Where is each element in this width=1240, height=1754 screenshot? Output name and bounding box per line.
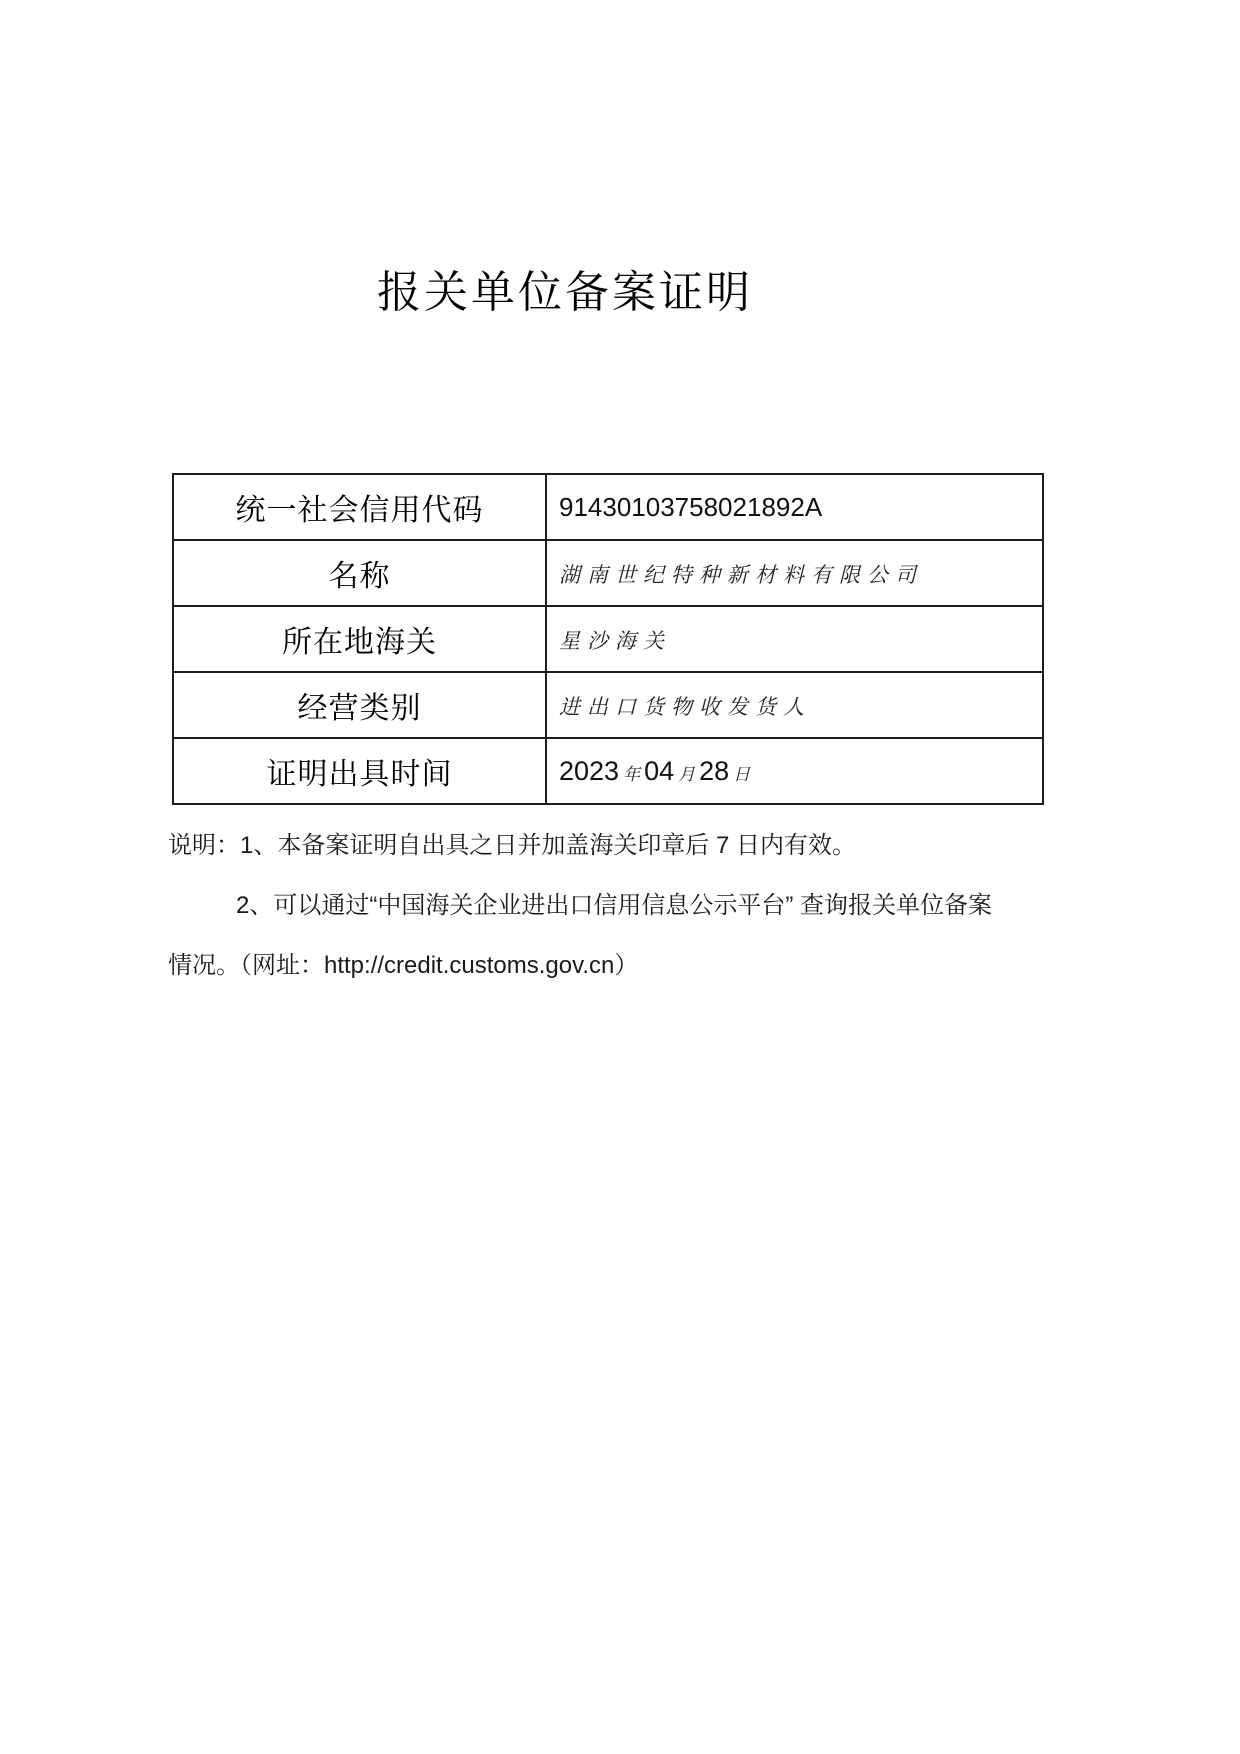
table-row-customs-location: [173, 606, 1043, 672]
issue-date-year: 2023: [559, 755, 620, 786]
note-line-1: 说明：1、本备案证明自出具之日并加盖海关印章后 7 日内有效。: [168, 832, 857, 859]
company-name-handwritten-text: 湖南世纪特种新材料有限公司: [559, 563, 923, 587]
table-row-credit-code: [173, 474, 1043, 540]
issue-date-year-unit: 年: [623, 764, 641, 784]
company-name-value: [546, 540, 1043, 606]
table-row-issue-date: [173, 738, 1043, 804]
table-row-business-category: [173, 672, 1043, 738]
customs-location-value: [546, 606, 1043, 672]
note-line-2: 2、可以通过“中国海关企业进出口信用信息公示平台” 查询报关单位备案: [236, 892, 992, 919]
business-category-value: [546, 672, 1043, 738]
issue-date-month: 04: [644, 755, 675, 786]
note-line-3: 情况。（网址：http://credit.customs.gov.cn）: [168, 952, 639, 979]
customs-location-label: 所在地海关: [173, 606, 546, 672]
business-category-label: 经营类别: [173, 672, 546, 738]
business-category-handwritten-text: 进出口货物收发货人: [559, 695, 811, 719]
issue-date-day-unit: 日: [733, 764, 751, 784]
credit-code-value: 91430103758021892A: [546, 474, 1043, 540]
notes-section: [168, 816, 1103, 996]
credit-code-label: 统一社会信用代码: [173, 474, 546, 540]
certificate-table: [172, 473, 1044, 805]
document-title: 报关单位备案证明: [377, 268, 753, 317]
customs-location-handwritten-text: 星沙海关: [559, 629, 671, 653]
issue-date-month-unit: 月: [678, 764, 696, 784]
issue-date-day: 28: [699, 755, 730, 786]
issue-date-value: [546, 738, 1043, 804]
table-row-company-name: [173, 540, 1043, 606]
issue-date-label: 证明出具时间: [173, 738, 546, 804]
company-name-label: 名称: [173, 540, 546, 606]
